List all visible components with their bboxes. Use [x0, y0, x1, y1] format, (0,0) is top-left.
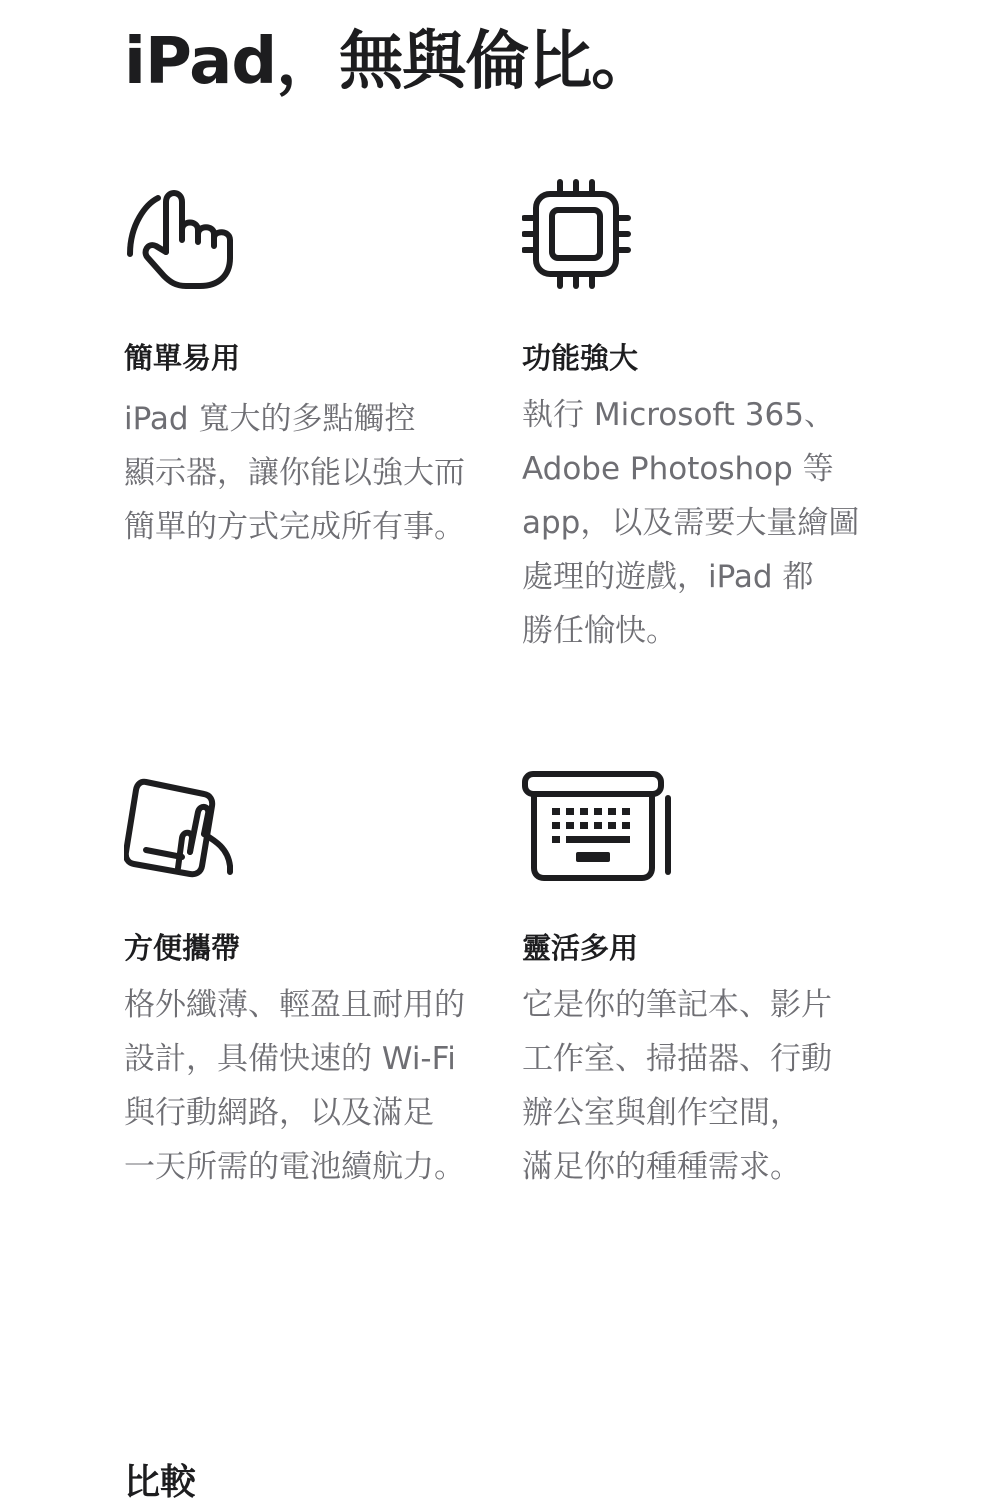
- feature-description-line: 顯示器，讓你能以強大而: [124, 455, 465, 491]
- feature-description-line: 滿足你的種種需求。: [522, 1149, 801, 1185]
- feature-description-line: iPad 寬大的多點觸控: [124, 401, 416, 437]
- feature-description: [522, 388, 882, 658]
- feature-description: [124, 392, 484, 554]
- feature-description-line: 一天所需的電池續航力。: [124, 1149, 465, 1185]
- feature-heading: 方便攜帶: [124, 931, 241, 965]
- feature-description: [124, 978, 484, 1194]
- keyboard-pencil-icon: [522, 768, 682, 888]
- feature-description-line: 格外纖薄、輕盈且耐用的: [124, 987, 465, 1023]
- feature-description-line: 與行動網路，以及滿足: [124, 1095, 434, 1131]
- feature-description-line: 辦公室與創作空間，: [522, 1095, 801, 1131]
- feature-heading: 靈活多用: [522, 931, 639, 965]
- touch-hand-icon: [124, 178, 284, 298]
- feature-description-line: 執行 Microsoft 365、: [522, 397, 835, 433]
- feature-description-line: 簡單的方式完成所有事。: [124, 509, 465, 545]
- feature-description: [522, 978, 882, 1194]
- feature-description-line: Adobe Photoshop 等: [522, 451, 834, 487]
- feature-description-line: app，以及需要大量繪圖: [522, 505, 860, 541]
- feature-description-line: 勝任愉快。: [522, 613, 677, 649]
- ipad-in-hand-icon: [124, 768, 284, 888]
- page-title: iPad，無與倫比。: [124, 25, 655, 99]
- compare-section-title: 比較: [124, 1462, 197, 1503]
- feature-description-line: 它是你的筆記本、影片: [522, 987, 832, 1023]
- feature-heading: 簡單易用: [124, 341, 241, 375]
- feature-description-line: 設計，具備快速的 Wi-Fi: [124, 1041, 456, 1077]
- feature-heading: 功能強大: [522, 341, 639, 375]
- feature-description-line: 處理的遊戲，iPad 都: [522, 559, 814, 595]
- feature-description-line: 工作室、掃描器、行動: [522, 1041, 832, 1077]
- chip-icon: [522, 178, 682, 298]
